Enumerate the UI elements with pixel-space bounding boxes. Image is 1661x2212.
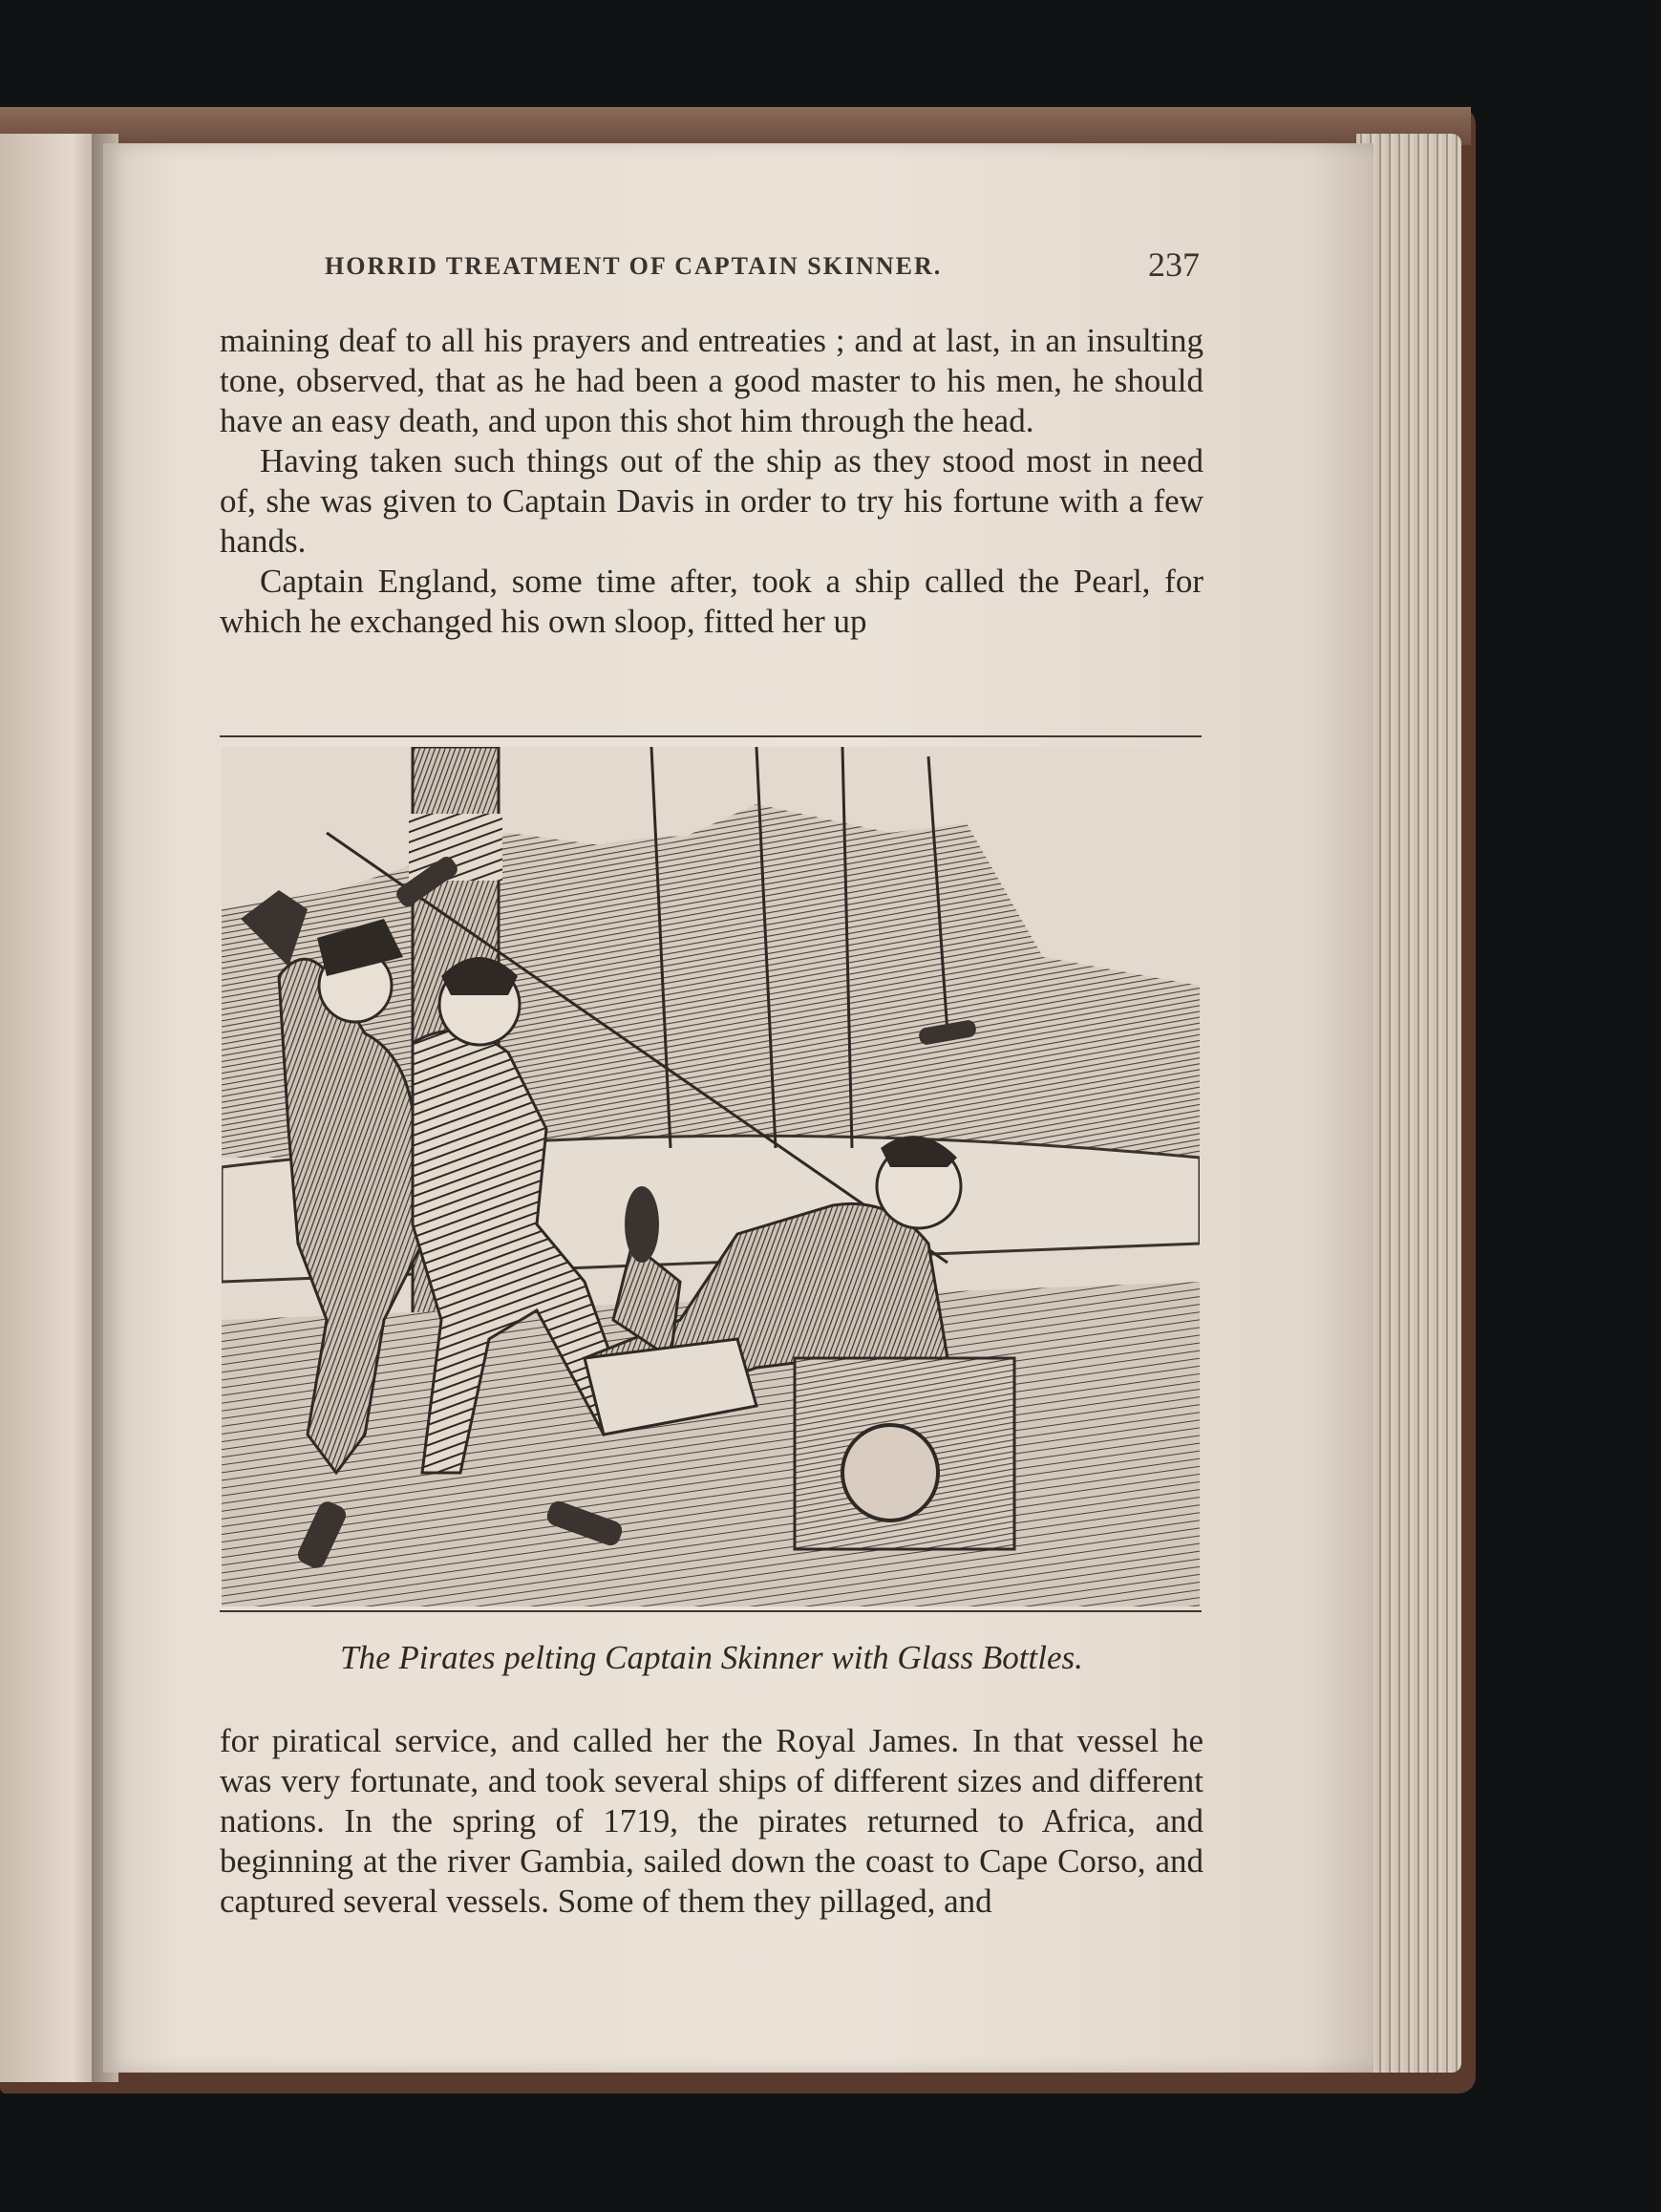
paragraph: Having taken such things out of the ship as they stood most in need of, she was given to Captain Davis in order to try his fortune with a few hands.	[220, 442, 1203, 560]
illustration-drawing	[222, 747, 1200, 1606]
illustration-caption: The Pirates pelting Captain Skinner with Glass Bottles.	[340, 1639, 1083, 1676]
body-text-top	[220, 321, 1203, 642]
left-page	[0, 134, 103, 2082]
paragraph: Captain England, some time after, took a ship called the Pearl, for which he exchanged his own sloop, fitted her up	[220, 563, 1203, 640]
page-header	[325, 246, 1200, 285]
paragraph: for piratical service, and called her the Royal James. In that vessel he was very fortunate, and took several ships of different sizes and different nations. In the spring of 1719, the pirates returned to Africa, and beginning at the river Gambia, sailed down the coast to Cape Corso, and captured several vessels. Some of them they pillaged, and	[220, 1722, 1203, 1920]
body-text-bottom	[220, 1721, 1203, 1922]
illustration-bottom-rule	[220, 1610, 1202, 1612]
running-head: HORRID TREATMENT OF CAPTAIN SKINNER.	[325, 252, 943, 280]
illustration-top-rule	[220, 735, 1202, 737]
paragraph: maining deaf to all his prayers and entreaties ; and at last, in an insulting tone, observed, that as he had been a good master to his men, he should have an easy death, and upon this shot him through the head.	[220, 322, 1203, 439]
book-cover-top-edge	[0, 107, 1471, 145]
woodcut-illustration	[222, 747, 1200, 1606]
page-number: 237	[1148, 245, 1200, 284]
